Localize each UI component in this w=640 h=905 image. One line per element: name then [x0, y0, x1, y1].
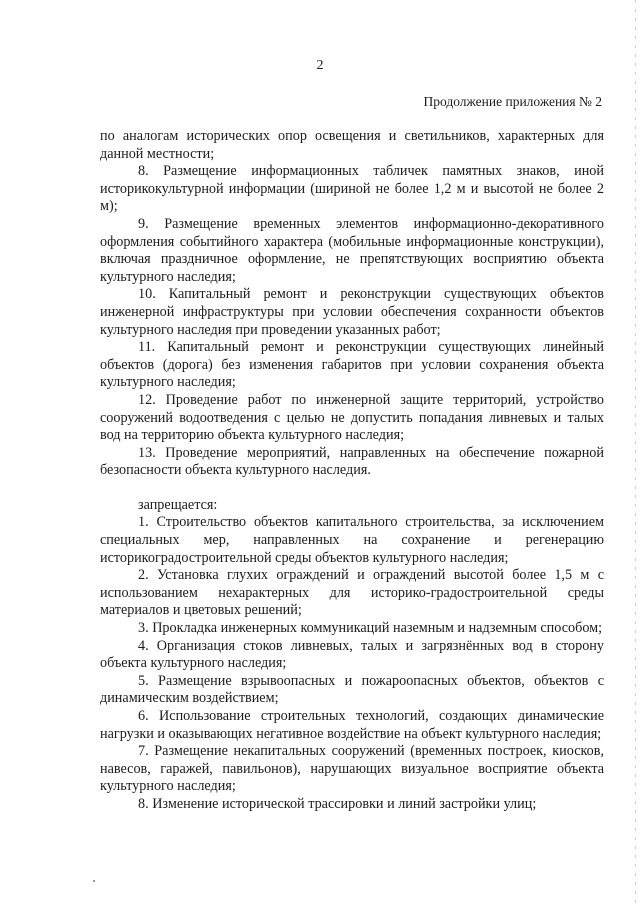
prohibited-item-5: 5. Размещение взрывоопасных и пожароопасных объектов, объектов с динамическим воздействием; — [100, 672, 604, 707]
prohibited-item-6: 6. Использование строительных технологий, создающих динамические нагрузки и оказывающих негативное воздействие на объект культурного наследия; — [100, 708, 604, 742]
prohibited-item-8: 8. Изменение исторической трассировки и линий застройки улиц; — [138, 795, 537, 812]
prohibited-item-3: 3. Прокладка инженерных коммуникаций наземным и надземным способом; — [138, 620, 603, 637]
scan-speck — [93, 880, 95, 882]
paragraph-continuation: по аналогам исторических опор освещения и светильников, характерных для данной местности; — [100, 128, 604, 162]
appendix-continuation-note: Продолжение приложения № 2 — [423, 94, 602, 109]
permitted-item-12: 12. Проведение работ по инженерной защите территорий, устройство сооружений водоотведения с целью не допустить попадания ливневых и талых вод на территорию объекта культурного наследия; — [100, 391, 604, 444]
prohibited-item-2: 2. Установка глухих ограждений и ограждений высотой более 1,5 м с использованием нехарактерных для историко-градостроительной среды материалов и цветовых решений; — [100, 567, 604, 619]
permitted-item-13: 13. Проведение мероприятий, направленных на обеспечение пожарной безопасности объекта культурного наследия. — [100, 444, 604, 479]
permitted-item-8: 8. Размещение информационных табличек памятных знаков, иной историкокультурной информации (шириной не более 1,2 м и высотой не более 2 м); — [100, 163, 604, 215]
permitted-item-10: 10. Капитальный ремонт и реконструкции существующих объектов инженерной инфраструктуры при условии обеспечения сохранности объектов культурного наследия при проведении указанных работ; — [100, 286, 604, 338]
scan-edge-mark — [635, 0, 636, 905]
prohibited-heading: запрещается: — [138, 496, 218, 513]
page-number: 2 — [316, 58, 324, 73]
prohibited-item-4: 4. Организация стоков ливневых, талых и загрязнённых вод в сторону объекта культурного наследия; — [100, 637, 604, 672]
permitted-item-9: 9. Размещение временных элементов информационно-декоративного оформления событийного характера (мобильные информационные конструкции), включая праздничное оформление, не препятствующих восприятию объекта культурного наследия; — [100, 215, 604, 285]
prohibited-item-1: 1. Строительство объектов капитального строительства, за исключением специальных мер, направленных на сохранение и регенерацию историкоградостроительной среды объектов культурного наследия; — [100, 514, 604, 566]
permitted-item-11: 11. Капитальный ремонт и реконструкции существующих линейный объектов (дорога) без изменения габаритов при условии сохранения объекта культурного наследия; — [100, 339, 604, 391]
prohibited-item-7: 7. Размещение некапитальных сооружений (временных построек, киосков, навесов, гаражей, павильонов), нарушающих визуальное восприятие объекта культурного наследия; — [100, 743, 604, 795]
document-body — [100, 128, 604, 814]
